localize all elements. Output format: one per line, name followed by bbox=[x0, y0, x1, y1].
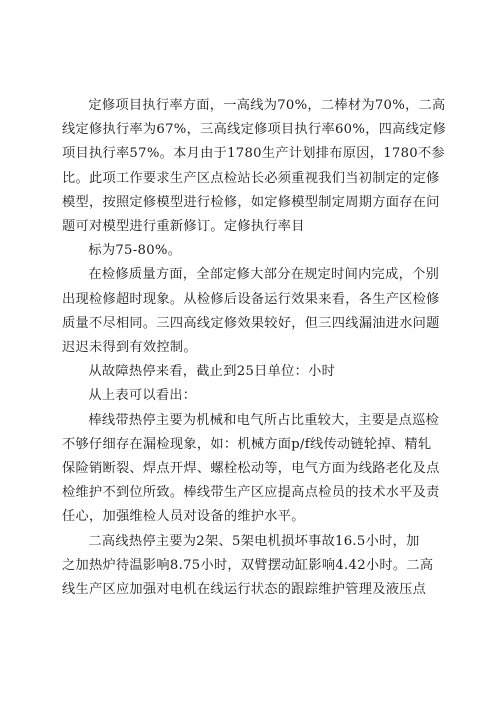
paragraph-fault-hot-stop bbox=[62, 360, 442, 384]
text-line: 在检修质量方面，全部定修大部分在规定时间内完成，个别 bbox=[88, 267, 440, 283]
paragraph-bar-line-hot-stop bbox=[62, 409, 442, 530]
text-line: 不够仔细存在漏检现象，如：机械方面p/f线传动链轮掉、精轧 bbox=[62, 436, 432, 452]
text-line: 任心，加强维检人员对设备的维护水平。 bbox=[62, 509, 305, 525]
text-line: 棒线带热停主要为机械和电气所占比重较大，主要是点巡检 bbox=[88, 412, 440, 428]
text-line: 模型，按照定修模型进行检修，如定修模型制定周期方面存在问 bbox=[62, 194, 440, 210]
text-line: 出现检修超时现象。从检修后设备运行效果来看，各生产区检修 bbox=[62, 291, 440, 307]
paragraph-maintenance-quality bbox=[62, 263, 442, 360]
text-line: 检维护不到位所致。棒线带生产区应提高点检员的技术水平及责 bbox=[62, 485, 440, 501]
text-line: 线生产区应加强对电机在线运行状态的跟踪维护管理及液压点 bbox=[62, 582, 427, 598]
text-line: 保险销断裂、焊点开焊、螺栓松动等，电气方面为线路老化及点 bbox=[62, 461, 440, 477]
text-line: 项目执行率57%。本月由于1780生产计划排布原因，1780不参 bbox=[62, 146, 445, 162]
paragraph-maintenance-execution-rate bbox=[62, 94, 447, 239]
paragraph-second-high-line-hot-stop bbox=[62, 530, 442, 603]
text-line: 从故障热停来看，截止到25日单位：小时 bbox=[88, 364, 336, 380]
text-line: 标为75-80%。 bbox=[88, 243, 182, 259]
text-line: 比。此项工作要求生产区点检站长必须重视我们当初制定的定修 bbox=[62, 170, 440, 186]
text-line: 线定修执行率为67%，三高线定修项目执行率60%，四高线定修 bbox=[62, 122, 447, 138]
text-line: 迟迟未得到有效控制。 bbox=[62, 340, 197, 356]
text-line: 从上表可以看出： bbox=[88, 388, 197, 404]
text-line: 之加热炉待温影响8.75小时，双臂摆动缸影响4.42小时。二高 bbox=[62, 557, 434, 573]
paragraph-target-rate bbox=[62, 239, 442, 263]
text-line: 题可对模型进行重新修订。定修执行率目 bbox=[62, 219, 305, 235]
text-line: 定修项目执行率方面，一高线为70%，二棒材为70%，二高 bbox=[88, 98, 446, 113]
text-line: 二高线热停主要为2架、5架电机损坏事故16.5小时，加 bbox=[88, 533, 420, 549]
document-page bbox=[62, 94, 447, 602]
paragraph-table-intro bbox=[62, 384, 442, 408]
text-line: 质量不尽相同。三四高线定修效果较好，但三四线漏油进水问题 bbox=[62, 315, 440, 331]
